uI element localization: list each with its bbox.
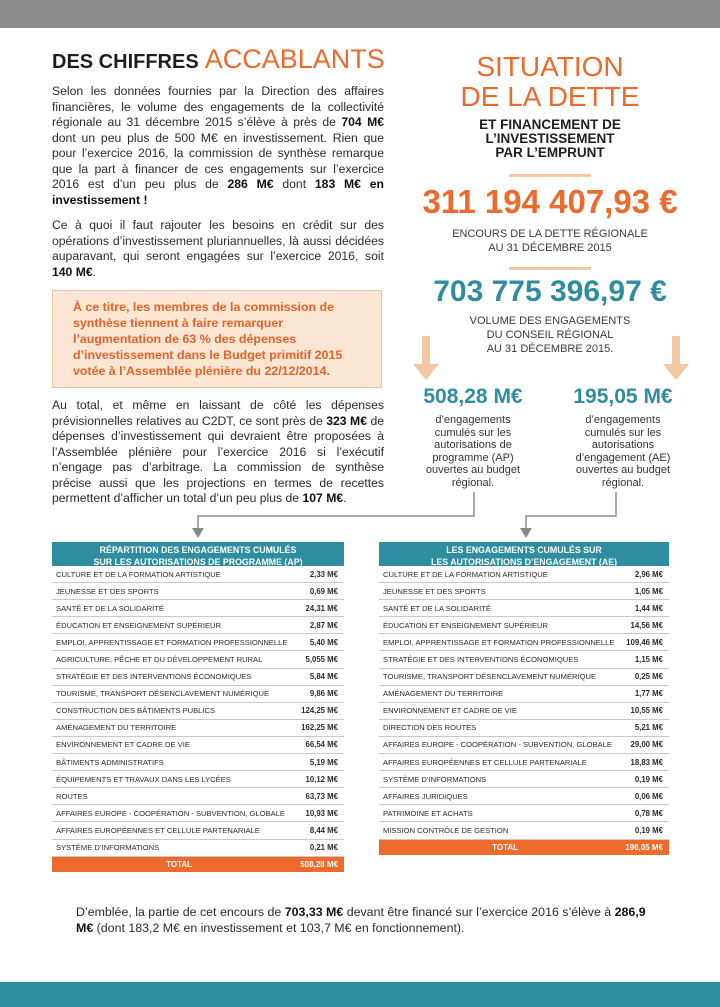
table-row bbox=[52, 651, 344, 668]
row-label: JEUNESSE ET DES SPORTS bbox=[56, 586, 159, 596]
row-label: AGRICULTURE, PÊCHE ET DU DÉVELOPPEMENT RURAL bbox=[56, 655, 263, 665]
split-amounts bbox=[408, 384, 698, 504]
ae-desc-line: régional. bbox=[601, 476, 645, 489]
ae-description bbox=[558, 414, 688, 489]
table-ap bbox=[52, 542, 344, 872]
row-value: 1,15 M€ bbox=[634, 655, 663, 665]
row-value: 2,87 M€ bbox=[309, 620, 338, 630]
row-value: 1,05 M€ bbox=[634, 586, 663, 596]
row-value: 66,54 M€ bbox=[305, 740, 338, 750]
row-label: AFFAIRES EUROPE - COOPÉRATION - SUBVENTION, GLOBALE bbox=[383, 740, 612, 750]
table-row bbox=[379, 737, 669, 754]
debt-amount: 311 194 407,93 € bbox=[422, 183, 678, 220]
total-label: TOTAL bbox=[166, 859, 193, 869]
row-label: AFFAIRES JURIDIQUES bbox=[383, 791, 468, 801]
row-value: 0,19 M€ bbox=[634, 825, 663, 835]
p1-text-a: Selon les données fournies par la Direction des affaires financières, le volume des engagements de la collectivité régionale au 31 décembre 2015 s’élève à près de bbox=[52, 84, 384, 129]
table-row bbox=[379, 686, 669, 703]
ap-desc-line: cumulés sur les bbox=[434, 426, 512, 439]
row-value: 109,46 M€ bbox=[626, 637, 663, 647]
commit-caption-1: VOLUME DES ENGAGEMENTS bbox=[469, 315, 631, 327]
row-label: CULTURE ET DE LA FORMATION ARTISTIQUE bbox=[56, 569, 221, 579]
row-value: 63,73 M€ bbox=[305, 791, 338, 801]
ae-desc-line: d’engagement (AE) bbox=[575, 451, 671, 464]
row-value: 10,12 M€ bbox=[305, 774, 338, 784]
callout-box: À ce titre, les membres de la commission de synthèse tiennent à faire remarquer l’augmentation de 63 % des dépenses d’investissement dans le Budget primitif 2015 votée à l’Assemblée plénière du 22/12/2014. bbox=[52, 290, 382, 388]
table-ap-body bbox=[52, 566, 344, 857]
table-row bbox=[52, 737, 344, 754]
debt-title-line1: SITUATION bbox=[476, 51, 624, 82]
row-label: SYSTÈME D’INFORMATIONS bbox=[383, 774, 487, 784]
row-label: AFFAIRES EUROPÉENNES ET CELLULE PARTENARIALE bbox=[383, 757, 587, 767]
row-label: AFFAIRES EUROPE - COOPÉRATION - SUBVENTION, GLOBALE bbox=[56, 808, 285, 818]
row-label: CONSTRUCTION DES BÂTIMENTS PUBLICS bbox=[56, 706, 216, 716]
p3-text-e: . bbox=[343, 491, 347, 505]
table-ae-body bbox=[379, 566, 669, 840]
ap-desc-line: programme (AP) bbox=[432, 451, 514, 464]
row-value: 29,00 M€ bbox=[630, 740, 663, 750]
table-row bbox=[52, 686, 344, 703]
footer-text-a: D’emblée, la partie de cet encours de bbox=[76, 905, 285, 919]
p2-bold-b: 140 M€ bbox=[52, 264, 93, 279]
row-value: 0,69 M€ bbox=[309, 586, 338, 596]
footer-bold-b: 703,33 M€ bbox=[284, 905, 344, 919]
row-value: 2,33 M€ bbox=[309, 569, 338, 579]
table-row bbox=[379, 703, 669, 720]
table-row bbox=[379, 720, 669, 737]
row-value: 18,83 M€ bbox=[630, 757, 663, 767]
row-value: 2,96 M€ bbox=[634, 569, 663, 579]
ae-value: 195,05 M€ bbox=[573, 385, 673, 408]
down-arrow-icon bbox=[661, 336, 691, 382]
table-ae-title-2: LES AUTORISATIONS D’ENGAGEMENT (AE) bbox=[430, 557, 618, 567]
article-title bbox=[52, 44, 384, 78]
p2-text-c: . bbox=[92, 264, 97, 279]
row-value: 5,40 M€ bbox=[309, 637, 338, 647]
row-value: 0,78 M€ bbox=[634, 808, 663, 818]
left-column bbox=[52, 44, 384, 507]
row-label: EMPLOI, APPRENTISSAGE ET FORMATION PROFESSIONNELLE bbox=[56, 637, 288, 647]
title-black: DES CHIFFRES bbox=[52, 51, 199, 73]
separator bbox=[509, 267, 591, 270]
row-label: TOURISME, TRANSPORT DÉSENCLAVEMENT NUMÉRIQUE bbox=[383, 672, 597, 682]
row-value: 24,31 M€ bbox=[305, 603, 338, 613]
table-ae-total bbox=[379, 840, 669, 855]
row-label: BÂTIMENTS ADMINISTRATIFS bbox=[56, 757, 164, 767]
p3-text-c: de dépenses d’investissement qui devraient être proposées à l’Assemblée plénière pour l’exercice 2016 si l’exécutif n’engage pas d’arbitrage. La commission de synthèse précise aussi que les projections en termes de recettes permettent d’afficher un total d’un peu plus de bbox=[52, 413, 384, 505]
row-value: 0,19 M€ bbox=[634, 774, 663, 784]
ae-block bbox=[558, 384, 688, 489]
ae-desc-line: autorisations bbox=[591, 439, 655, 451]
footer-text-e: (dont 183,2 M€ en investissement et 103,7 M€ en fonctionnement). bbox=[93, 921, 465, 935]
table-row bbox=[379, 788, 669, 805]
row-value: 5,84 M€ bbox=[309, 672, 338, 682]
total-label: TOTAL bbox=[492, 842, 519, 852]
debt-caption-1: ENCOURS DE LA DETTE RÉGIONALE bbox=[452, 228, 648, 240]
table-row bbox=[52, 822, 344, 839]
row-label: ÉQUIPEMENTS ET TRAVAUX DANS LES LYCÉES bbox=[56, 774, 231, 784]
ap-block bbox=[408, 384, 538, 489]
row-value: 5,055 M€ bbox=[305, 655, 338, 665]
top-band bbox=[0, 0, 720, 28]
table-row bbox=[379, 566, 669, 583]
commitments-amount: 703 775 396,97 € bbox=[433, 275, 667, 308]
conclusion-paragraph bbox=[76, 904, 656, 936]
paragraph-3 bbox=[52, 398, 384, 507]
row-value: 9,86 M€ bbox=[309, 689, 338, 699]
row-value: 0,06 M€ bbox=[634, 791, 663, 801]
commit-caption-3: AU 31 DÉCEMBRE 2015. bbox=[486, 343, 614, 355]
ap-desc-line: autorisations de bbox=[434, 439, 512, 451]
table-row bbox=[52, 583, 344, 600]
table-ap-total bbox=[52, 857, 344, 872]
table-row bbox=[379, 600, 669, 617]
table-row bbox=[379, 634, 669, 651]
row-value: 14,56 M€ bbox=[630, 620, 663, 630]
table-row bbox=[379, 771, 669, 788]
ap-description bbox=[408, 414, 538, 489]
row-value: 10,55 M€ bbox=[630, 706, 663, 716]
table-row bbox=[52, 788, 344, 805]
table-row bbox=[52, 720, 344, 737]
table-row bbox=[52, 754, 344, 771]
footer-bold-d: 286,9 M€ bbox=[76, 905, 646, 935]
debt-subtitle-line1: ET FINANCEMENT DE bbox=[479, 117, 621, 132]
p3-bold-d: 107 M€ bbox=[302, 491, 344, 505]
row-label: AFFAIRES EUROPÉENNES ET CELLULE PARTENARIALE bbox=[56, 825, 260, 835]
total-value: 508,28 M€ bbox=[300, 859, 338, 869]
row-label: PATRIMOINE ET ACHATS bbox=[383, 808, 473, 818]
row-value: 162,25 M€ bbox=[301, 723, 338, 733]
table-row bbox=[379, 583, 669, 600]
table-row bbox=[52, 771, 344, 788]
table-row bbox=[52, 840, 344, 857]
down-arrow-icon bbox=[411, 336, 441, 382]
ap-desc-line: ouvertes au budget bbox=[425, 464, 521, 476]
paragraph-2 bbox=[52, 218, 384, 280]
table-ap-title-2: SUR LES AUTORISATIONS DE PROGRAMME (AP) bbox=[93, 557, 303, 567]
row-label: CULTURE ET DE LA FORMATION ARTISTIQUE bbox=[383, 569, 548, 579]
table-ap-header bbox=[52, 542, 344, 566]
title-orange: ACCABLANTS bbox=[204, 44, 385, 74]
debt-caption-2: AU 31 DÉCEMBRE 2015 bbox=[488, 242, 612, 254]
commit-caption-2: DU CONSEIL RÉGIONAL bbox=[486, 329, 614, 341]
p1-bold-b: 704 M€ bbox=[341, 115, 384, 129]
table-row bbox=[52, 566, 344, 583]
ae-desc-line: ouvertes au budget bbox=[575, 464, 671, 476]
row-label: SANTÉ ET DE LA SOLIDARITÉ bbox=[383, 603, 491, 613]
row-value: 10,93 M€ bbox=[305, 808, 338, 818]
table-row bbox=[379, 617, 669, 634]
ae-desc-line: cumulés sur les bbox=[584, 426, 662, 439]
table-row bbox=[379, 669, 669, 686]
table-row bbox=[379, 805, 669, 822]
p1-bold-d: 286 M€ bbox=[227, 177, 274, 191]
row-label: DIRECTION DES ROUTES bbox=[383, 723, 477, 733]
table-row bbox=[379, 651, 669, 668]
p1-text-e: dont bbox=[273, 177, 315, 191]
table-ae-title-1: LES ENGAGEMENTS CUMULÉS SUR bbox=[446, 545, 602, 555]
row-label: AMÉNAGEMENT DU TERRITOIRE bbox=[56, 723, 177, 733]
ae-desc-line: d’engagements bbox=[585, 414, 661, 426]
row-label: ÉDUCATION ET ENSEIGNEMENT SUPÉRIEUR bbox=[56, 620, 221, 630]
row-label: ENVIRONNEMENT ET CADRE DE VIE bbox=[383, 706, 517, 716]
table-row bbox=[52, 617, 344, 634]
row-label: EMPLOI, APPRENTISSAGE ET FORMATION PROFESSIONNELLE bbox=[383, 637, 615, 647]
footer-text-c: devant être financé sur l’exercice 2016 s’élève à bbox=[343, 905, 615, 919]
row-label: STRATÉGIE ET DES INTERVENTIONS ÉCONOMIQUES bbox=[383, 655, 579, 665]
row-value: 5,19 M€ bbox=[309, 757, 338, 767]
row-value: 5,21 M€ bbox=[634, 723, 663, 733]
row-label: ENVIRONNEMENT ET CADRE DE VIE bbox=[56, 740, 190, 750]
connector-ae-arrow-icon bbox=[512, 492, 632, 544]
p1-bold-f: 183 M€ en investissement ! bbox=[52, 177, 384, 207]
row-label: STRATÉGIE ET DES INTERVENTIONS ÉCONOMIQUES bbox=[56, 672, 252, 682]
row-label: MISSION CONTRÔLE DE GESTION bbox=[383, 825, 509, 835]
ap-desc-line: régional. bbox=[451, 476, 495, 489]
row-value: 124,25 M€ bbox=[301, 706, 338, 716]
connector-ap-arrow-icon bbox=[180, 492, 480, 544]
ap-desc-line: d’engagements bbox=[435, 414, 511, 426]
row-label: TOURISME, TRANSPORT DÉSENCLAVEMENT NUMÉRIQUE bbox=[56, 689, 270, 699]
right-column bbox=[410, 52, 690, 356]
table-row bbox=[52, 600, 344, 617]
p2-text-a: Ce à quoi il faut rajouter les besoins en crédit sur des opérations d’investissement pluriannuelles, là aussi décidées auparavant, qui seront engagées sur l’exercice 2016, soit bbox=[52, 218, 384, 263]
paragraph-1 bbox=[52, 84, 384, 208]
row-label: ROUTES bbox=[56, 791, 88, 801]
row-value: 0,21 M€ bbox=[309, 843, 338, 853]
row-label: AMÉNAGEMENT DU TERRITOIRE bbox=[383, 689, 504, 699]
row-label: SANTÉ ET DE LA SOLIDARITÉ bbox=[56, 603, 164, 613]
separator bbox=[509, 174, 591, 177]
table-row bbox=[52, 634, 344, 651]
row-value: 0,25 M€ bbox=[634, 672, 663, 682]
p3-text-a: Au total, et même en laissant de côté les dépenses prévisionnelles relatives au C2DT, ce sont près de bbox=[52, 398, 384, 428]
row-label: SYSTÈME D’INFORMATIONS bbox=[56, 843, 160, 853]
table-ap-title-1: RÉPARTITION DES ENGAGEMENTS CUMULÉS bbox=[99, 545, 297, 555]
row-label: JEUNESSE ET DES SPORTS bbox=[383, 586, 486, 596]
table-row bbox=[379, 822, 669, 839]
table-row bbox=[379, 754, 669, 771]
row-value: 1,77 M€ bbox=[634, 689, 663, 699]
table-row bbox=[52, 703, 344, 720]
p3-bold-b: 323 M€ bbox=[326, 413, 367, 428]
table-ae-header bbox=[379, 542, 669, 566]
table-row bbox=[52, 669, 344, 686]
bottom-band bbox=[0, 982, 720, 1007]
row-value: 8,44 M€ bbox=[309, 825, 338, 835]
row-value: 1,44 M€ bbox=[634, 603, 663, 613]
table-row bbox=[52, 805, 344, 822]
table-ae bbox=[379, 542, 669, 855]
p1-text-c: dont un peu plus de 500 M€ en investissement. Rien que pour l’exercice 2016, la commission de synthèse remarque que la part à financer de ces engagements sur l’exercice 2016 est d’un peu plus de bbox=[52, 130, 384, 191]
debt-subtitle-line3: PAR L’EMPRUNT bbox=[495, 145, 605, 160]
total-value: 196,05 M€ bbox=[625, 842, 663, 852]
row-label: ÉDUCATION ET ENSEIGNEMENT SUPÉRIEUR bbox=[383, 620, 548, 630]
debt-title-line2: DE LA DETTE bbox=[460, 81, 640, 112]
ap-value: 508,28 M€ bbox=[423, 385, 523, 408]
debt-subtitle-line2: L’INVESTISSEMENT bbox=[485, 131, 615, 146]
